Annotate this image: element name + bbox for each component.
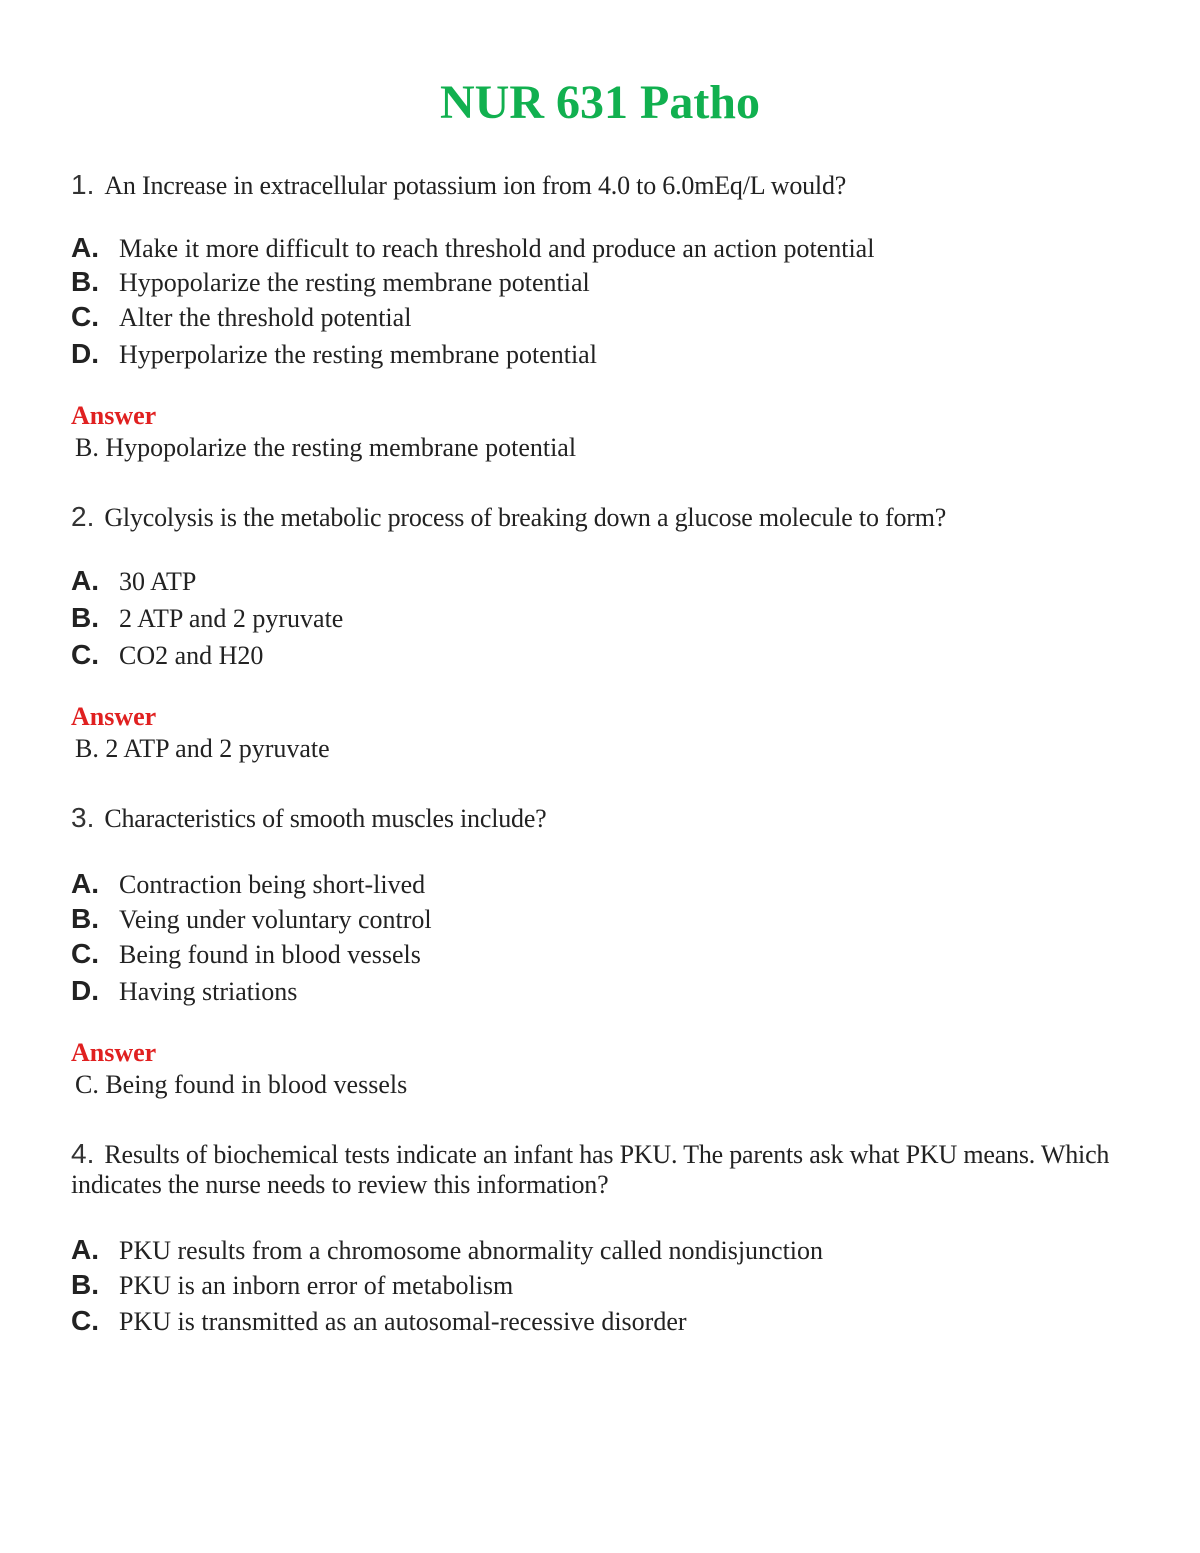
option-text: PKU results from a chromosome abnormality called nondisjunction (119, 1236, 824, 1265)
question-1-option-b (71, 266, 1141, 299)
question-4-option-b (71, 1269, 1141, 1302)
answer-text: B. 2 ATP and 2 pyruvate (75, 734, 330, 763)
option-label: B. (71, 1269, 99, 1300)
question-3-option-d (71, 975, 1141, 1008)
question-text: Glycolysis is the metabolic process of breaking down a glucose molecule to form? (104, 503, 947, 532)
option-text: PKU is an inborn error of metabolism (119, 1271, 514, 1300)
question-1 (71, 170, 1141, 201)
question-3 (71, 803, 1141, 834)
answer-label: Answer (71, 1038, 157, 1067)
question-4-option-c (71, 1305, 1141, 1338)
option-label: A. (71, 565, 99, 596)
answer-label: Answer (71, 401, 157, 430)
option-text: PKU is transmitted as an autosomal-recessive disorder (119, 1307, 687, 1336)
option-text: Hyperpolarize the resting membrane potential (119, 340, 597, 369)
option-text: Being found in blood vessels (119, 940, 421, 969)
question-2-option-b (71, 602, 1141, 635)
question-number: 4. (71, 1138, 95, 1169)
question-3-option-b (71, 903, 1141, 936)
question-4-option-a (71, 1234, 1141, 1267)
question-number: 2. (71, 501, 95, 532)
question-2-option-c (71, 639, 1141, 672)
answer-text: B. Hypopolarize the resting membrane potential (75, 433, 577, 462)
option-label: D. (71, 338, 99, 369)
option-text: Hypopolarize the resting membrane potential (119, 268, 590, 297)
option-text: 30 ATP (119, 567, 197, 596)
question-text: Characteristics of smooth muscles include? (104, 804, 547, 833)
option-label: C. (71, 639, 99, 670)
question-3-option-c (71, 938, 1141, 971)
question-1-option-a (71, 232, 1141, 265)
option-label: C. (71, 301, 99, 332)
question-text: An Increase in extracellular potassium ion from 4.0 to 6.0mEq/L would? (104, 171, 847, 200)
answer-label: Answer (71, 702, 157, 731)
option-label: B. (71, 266, 99, 297)
question-3-option-a (71, 868, 1141, 901)
option-text: Alter the threshold potential (119, 303, 412, 332)
option-text: Veing under voluntary control (119, 905, 432, 934)
option-label: A. (71, 1234, 99, 1265)
option-text: Make it more difficult to reach threshold and produce an action potential (119, 234, 875, 263)
page-title: NUR 631 Patho (440, 76, 760, 129)
option-label: C. (71, 938, 99, 969)
option-text: CO2 and H20 (119, 641, 264, 670)
option-label: D. (71, 975, 99, 1006)
option-label: C. (71, 1305, 99, 1336)
option-label: B. (71, 903, 99, 934)
option-text: Contraction being short-lived (119, 870, 426, 899)
question-text: Results of biochemical tests indicate an infant has PKU. The parents ask what PKU means. Which indicates the nurse needs to review this information? (71, 1140, 1110, 1199)
question-2-option-a (71, 565, 1141, 598)
question-2 (71, 502, 1141, 533)
question-4 (71, 1139, 1141, 1200)
question-1-option-c (71, 301, 1141, 334)
option-text: Having striations (119, 977, 298, 1006)
answer-text: C. Being found in blood vessels (75, 1070, 408, 1099)
option-label: A. (71, 232, 99, 263)
option-label: A. (71, 868, 99, 899)
option-text: 2 ATP and 2 pyruvate (119, 604, 344, 633)
question-number: 1. (71, 169, 95, 200)
question-1-option-d (71, 338, 1141, 371)
question-number: 3. (71, 802, 95, 833)
option-label: B. (71, 602, 99, 633)
